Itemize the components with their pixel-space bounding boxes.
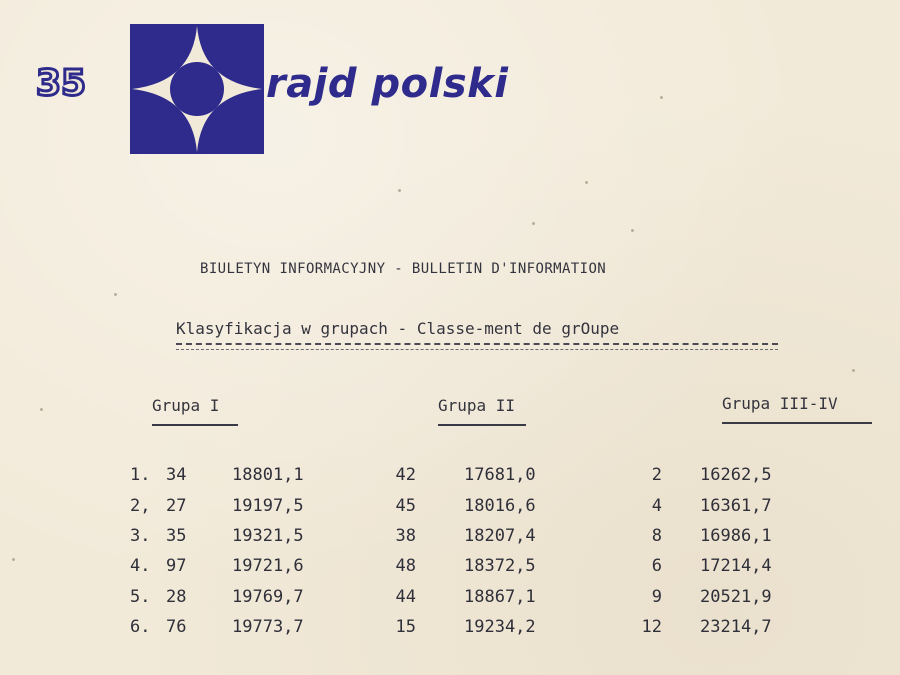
dashed-underline-secondary: [176, 349, 778, 350]
rank: 6.: [130, 617, 151, 637]
group-3-time: 16986,1: [700, 526, 772, 546]
group-1-underline: [152, 424, 238, 426]
group-2-car-number: 42: [395, 465, 416, 485]
table-row: [0, 526, 900, 550]
table-row: [0, 617, 900, 641]
rank: 2,: [130, 496, 151, 516]
group-2-time: 18372,5: [464, 556, 536, 576]
group-3-time: 20521,9: [700, 587, 772, 607]
group-3-underline: [722, 422, 872, 424]
classification-title: Klasyfikacja w grupach - Classe-ment de grOupe: [176, 319, 620, 338]
group-3-car-number: 9: [651, 587, 662, 607]
group-1-time: 19773,7: [232, 617, 304, 637]
group-1-car-number: 97: [166, 556, 187, 576]
group-3-car-number: 8: [651, 526, 662, 546]
group-1-car-number: 35: [166, 526, 187, 546]
group-1-car-number: 76: [166, 617, 187, 637]
dashed-underline: [176, 343, 778, 345]
rank: 1.: [130, 465, 151, 485]
table-row: [0, 556, 900, 580]
group-2-time: 17681,0: [464, 465, 536, 485]
group-2-car-number: 45: [395, 496, 416, 516]
group-2-car-number: 38: [395, 526, 416, 546]
group-2-car-number: 15: [395, 617, 416, 637]
rank: 3.: [130, 526, 151, 546]
group-3-car-number: 4: [651, 496, 662, 516]
group-3-time: 16361,7: [700, 496, 772, 516]
table-row: [0, 587, 900, 611]
group-3-header: Grupa III-IV: [722, 394, 838, 413]
logo-title: rajd polski: [266, 61, 509, 107]
bulletin-title: BIULETYN INFORMACYJNY - BULLETIN D'INFORMATION: [200, 261, 607, 277]
group-2-time: 18207,4: [464, 526, 536, 546]
rank: 5.: [130, 587, 151, 607]
table-row: [0, 496, 900, 520]
group-1-time: 19769,7: [232, 587, 304, 607]
group-2-time: 18867,1: [464, 587, 536, 607]
group-2-underline: [438, 424, 526, 426]
group-1-time: 19197,5: [232, 496, 304, 516]
group-2-header: Grupa II: [438, 396, 516, 415]
group-2-time: 18016,6: [464, 496, 536, 516]
group-1-car-number: 28: [166, 587, 187, 607]
table-row: [0, 465, 900, 489]
group-2-car-number: 44: [395, 587, 416, 607]
group-3-time: 16262,5: [700, 465, 772, 485]
group-3-time: 17214,4: [700, 556, 772, 576]
logo-number: 35: [36, 63, 87, 104]
group-1-car-number: 27: [166, 496, 187, 516]
group-1-time: 18801,1: [232, 465, 304, 485]
group-3-time: 23214,7: [700, 617, 772, 637]
group-3-car-number: 2: [651, 465, 662, 485]
rank: 4.: [130, 556, 151, 576]
group-3-car-number: 6: [651, 556, 662, 576]
group-2-car-number: 48: [395, 556, 416, 576]
group-2-time: 19234,2: [464, 617, 536, 637]
group-1-time: 19321,5: [232, 526, 304, 546]
group-1-time: 19721,6: [232, 556, 304, 576]
group-1-header: Grupa I: [152, 396, 220, 415]
group-3-car-number: 12: [641, 617, 662, 637]
group-1-car-number: 34: [166, 465, 187, 485]
rally-emblem-icon: [130, 24, 264, 154]
